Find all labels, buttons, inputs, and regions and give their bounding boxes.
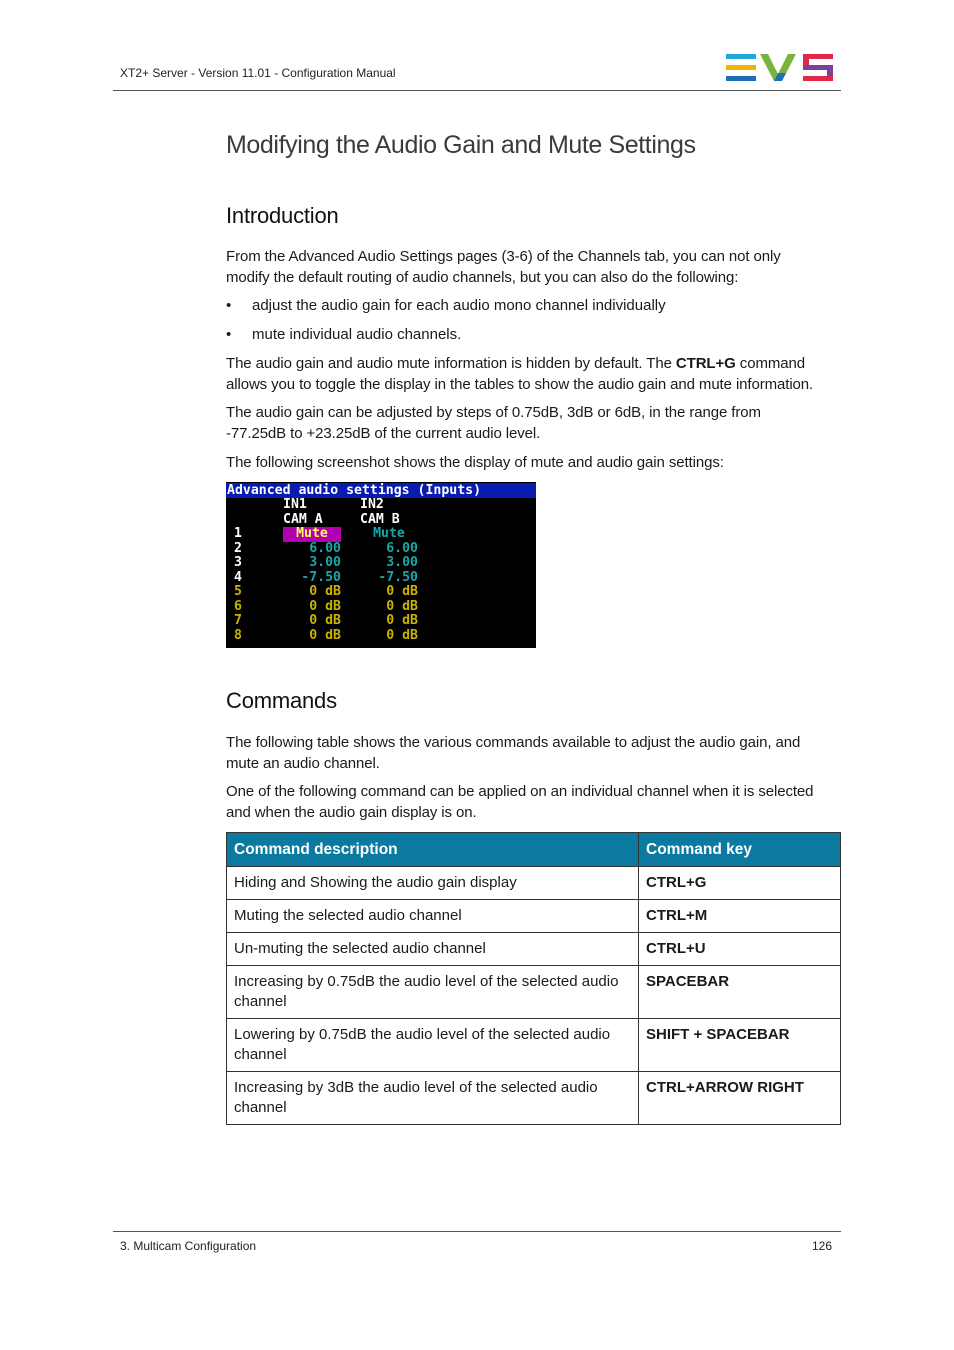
- table-row: [227, 933, 841, 966]
- footer-section: 3. Multicam Configuration: [120, 1239, 257, 1253]
- channel-number: 1: [234, 526, 242, 541]
- intro-paragraph-4: The following screenshot shows the display of mute and audio gain settings:: [226, 454, 724, 471]
- command-key: SHIFT + SPACEBAR: [639, 1019, 841, 1072]
- column-header-key: Command key: [639, 833, 841, 867]
- table-row: [227, 900, 841, 933]
- terminal-header-row: [226, 497, 384, 513]
- commands-paragraph-2: One of the following command can be applied on an individual channel when it is selected and when the audio gain display is on.: [226, 783, 814, 821]
- list-item: • adjust the audio gain for each audio mono channel individually: [226, 297, 666, 314]
- table-row: [227, 1072, 841, 1125]
- in1-subheader: CAM A: [283, 511, 323, 527]
- running-header: XT2+ Server - Version 11.01 - Configuration Manual: [120, 66, 396, 80]
- command-description: Muting the selected audio channel: [227, 900, 639, 933]
- channel-number: 2: [234, 540, 242, 556]
- introduction-heading: Introduction: [226, 203, 339, 228]
- in1-gain-value: 6.00: [309, 540, 341, 556]
- channel-number: 3: [234, 555, 242, 570]
- channel-number: 6: [234, 598, 242, 614]
- audio-settings-screenshot: [226, 482, 536, 648]
- in1-gain-value: Mute: [283, 527, 341, 542]
- footer-rule: [113, 1231, 841, 1232]
- in2-gain-value: 0 dB: [386, 627, 418, 643]
- command-key: CTRL+M: [639, 900, 841, 933]
- in1-gain-value: 3.00: [309, 555, 341, 570]
- table-row: [227, 867, 841, 900]
- table-header-row: [227, 833, 841, 867]
- in2-gain-value: 3.00: [386, 555, 418, 570]
- in2-gain-value: 0 dB: [386, 598, 418, 614]
- bullet-icon: •: [226, 297, 232, 314]
- in2-gain-value: 0 dB: [386, 584, 418, 599]
- in2-gain-value: -7.50: [378, 569, 418, 585]
- command-key: SPACEBAR: [639, 966, 841, 1019]
- command-key: CTRL+G: [639, 867, 841, 900]
- in2-gain-value: 0 dB: [386, 613, 418, 628]
- channel-number: 7: [234, 613, 242, 628]
- in1-gain-value: 0 dB: [309, 584, 341, 599]
- intro-paragraph-1: From the Advanced Audio Settings pages (3-6) of the Channels tab, you can not only modify the default routing of audio channels, but you can also do the following:: [226, 248, 781, 286]
- in2-gain-value: Mute: [373, 526, 405, 541]
- intro-paragraph-3: The audio gain can be adjusted by steps of 0.75dB, 3dB or 6dB, in the range from -77.25dB to +23.25dB of the current audio level.: [226, 404, 761, 442]
- in1-header: IN1: [283, 497, 307, 512]
- channel-number: 8: [234, 627, 242, 643]
- terminal-subheader-row: [226, 511, 400, 528]
- commands-paragraph-1: The following table shows the various commands available to adjust the audio gain, and mute an audio channel.: [226, 734, 801, 772]
- command-key: CTRL+ARROW RIGHT: [639, 1072, 841, 1125]
- in1-gain-value: 0 dB: [309, 613, 341, 628]
- in2-header: IN2: [360, 497, 384, 512]
- table-row: [227, 1019, 841, 1072]
- command-description: Un-muting the selected audio channel: [227, 933, 639, 966]
- header-rule: [113, 90, 841, 91]
- in1-gain-value: 0 dB: [309, 598, 341, 614]
- channel-number: 5: [234, 584, 242, 599]
- table-row: [227, 966, 841, 1019]
- command-description: Increasing by 0.75dB the audio level of the selected audio channel: [227, 966, 639, 1019]
- in2-subheader: CAM B: [360, 511, 400, 527]
- in1-gain-value: -7.50: [301, 569, 341, 585]
- bullet-icon: •: [226, 326, 232, 343]
- commands-heading: Commands: [226, 688, 337, 713]
- page-number: 126: [812, 1239, 833, 1253]
- in1-gain-value: 0 dB: [309, 627, 341, 643]
- evs-logo: [726, 54, 834, 82]
- column-header-description: Command description: [227, 833, 639, 867]
- command-key: CTRL+U: [639, 933, 841, 966]
- intro-paragraph-2: The audio gain and audio mute information is hidden by default. The CTRL+G command allows you to toggle the display in the tables to show the audio gain and mute information.: [226, 355, 814, 393]
- in2-gain-value: 6.00: [386, 540, 418, 556]
- terminal-title: Advanced audio settings (Inputs): [226, 483, 536, 498]
- channel-number: 4: [234, 569, 242, 585]
- command-description: Hiding and Showing the audio gain display: [227, 867, 639, 900]
- page-title: Modifying the Audio Gain and Mute Settings: [226, 131, 696, 159]
- commands-table: [226, 832, 841, 1125]
- list-item: • mute individual audio channels.: [226, 326, 462, 343]
- command-description: Lowering by 0.75dB the audio level of the selected audio channel: [227, 1019, 639, 1072]
- command-description: Increasing by 3dB the audio level of the selected audio channel: [227, 1072, 639, 1125]
